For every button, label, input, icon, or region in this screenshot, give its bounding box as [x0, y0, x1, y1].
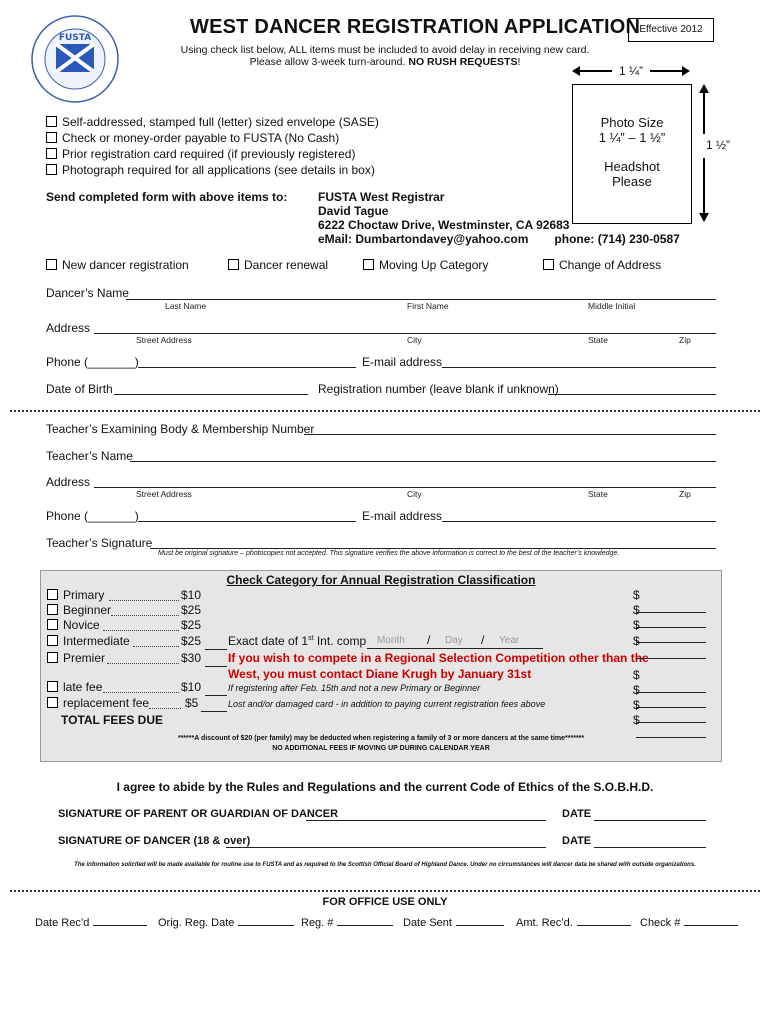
parent-date-field[interactable] — [594, 820, 706, 821]
dollar-sign: $ — [633, 634, 640, 648]
fees-heading: Check Category for Annual Registration Classification — [226, 573, 536, 587]
registrar-address — [318, 190, 680, 246]
office-label: Date Rec’d — [35, 917, 90, 929]
checklist-item[interactable] — [46, 114, 379, 130]
fee-price: $10 — [181, 680, 202, 694]
checklist — [46, 114, 379, 178]
office-label: Date Sent — [403, 917, 452, 929]
month-placeholder: Month — [377, 635, 405, 646]
comp-sup: st — [308, 635, 314, 642]
instructions-end: ! — [517, 56, 521, 68]
registrar-name: David Tague — [318, 204, 389, 218]
checkbox[interactable] — [47, 635, 58, 646]
checklist-item[interactable] — [46, 146, 379, 162]
office-label: Orig. Reg. Date — [158, 917, 235, 929]
dancer-email-label: E-mail address — [362, 355, 443, 369]
street-caption: Street Address — [136, 489, 192, 499]
teacher-address-field[interactable] — [94, 487, 716, 488]
teacher-email-label: E-mail address — [362, 509, 443, 523]
fusta-logo — [30, 14, 120, 104]
leader-dots — [133, 637, 179, 647]
checkbox[interactable] — [46, 164, 57, 175]
teacher-body-label: Teacher’s Examining Body & Membership Number — [46, 422, 315, 436]
rule — [205, 649, 227, 650]
teacher-name-field[interactable] — [130, 461, 716, 462]
teacher-signature-label: Teacher’s Signature — [46, 536, 153, 550]
fee-label: Novice — [63, 618, 100, 632]
leader-dots — [149, 699, 181, 709]
city-caption: City — [407, 335, 422, 345]
office-label: Reg. # — [301, 917, 334, 929]
fee-row-premier[interactable] — [47, 651, 105, 665]
checkbox[interactable] — [47, 589, 58, 600]
office-field-amt-recd[interactable] — [516, 917, 631, 929]
regnum-label: Registration number (leave blank if unknown) — [318, 382, 559, 396]
dancer-phone-field[interactable] — [138, 367, 356, 368]
replacement-note: Lost and/or damaged card - in addition to paying current registration fees above — [228, 699, 546, 709]
office-field-date-recd[interactable] — [35, 917, 147, 929]
checklist-label: Check or money-order payable to FUSTA (No Cash) — [62, 131, 340, 145]
state-caption: State — [588, 335, 608, 345]
dob-label: Date of Birth — [46, 382, 113, 396]
effective-badge: Effective 2012 — [628, 18, 714, 42]
rule — [205, 695, 227, 696]
office-field-orig-reg[interactable] — [158, 917, 294, 929]
registrar-org: FUSTA West Registrar — [318, 190, 445, 204]
leader-dots — [103, 683, 179, 693]
type-moving-up[interactable] — [363, 258, 488, 272]
photo-width-indicator — [572, 64, 690, 78]
office-label: Check # — [640, 917, 681, 929]
checklist-label: Self-addressed, stamped full (letter) sized envelope (SASE) — [62, 115, 379, 129]
parent-date-label: DATE — [562, 808, 592, 820]
type-label: New dancer registration — [62, 258, 189, 272]
fee-row-novice[interactable] — [47, 618, 100, 632]
teacher-body-field[interactable] — [304, 434, 716, 435]
type-label: Change of Address — [559, 258, 662, 272]
dancer-phone-label: Phone (_______) — [46, 355, 139, 369]
registrar-phone: phone: (714) 230-0587 — [554, 232, 680, 246]
day-placeholder: Day — [445, 635, 463, 646]
instructions-line2 — [150, 56, 620, 68]
type-label: Dancer renewal — [244, 258, 329, 272]
teacher-signature-field[interactable] — [150, 548, 716, 549]
photo-size-line1: Photo Size — [600, 115, 664, 130]
leader-dots — [107, 654, 179, 664]
comp-label: Exact date of 1 — [228, 634, 309, 648]
fee-label: Primary — [63, 588, 105, 602]
registrar-street: 6222 Choctaw Drive, Westminster, CA 92683 — [318, 218, 570, 232]
instructions-turnaround: Please allow 3-week turn-around. — [249, 56, 409, 68]
fee-price: $10 — [181, 588, 202, 602]
send-label: Send completed form with above items to: — [46, 190, 288, 204]
office-use-heading: FOR OFFICE USE ONLY — [322, 896, 448, 908]
dancer-email-field[interactable] — [442, 367, 716, 368]
dancer-name-label: Dancer’s Name — [46, 286, 129, 300]
street-caption: Street Address — [136, 335, 192, 345]
dancer-address-label: Address — [46, 321, 91, 335]
dollar-sign: $ — [633, 603, 640, 617]
amount-field[interactable] — [633, 634, 706, 662]
checkbox[interactable] — [47, 652, 58, 663]
fee-label: Beginner — [63, 603, 112, 617]
fee-price: $5 — [185, 696, 199, 710]
checkbox[interactable] — [47, 697, 58, 708]
photo-height-indicator — [694, 84, 730, 222]
fee-price: $25 — [181, 634, 202, 648]
office-field-date-sent[interactable] — [403, 917, 504, 929]
first-name-caption: First Name — [407, 301, 449, 311]
headshot-line1: Headshot — [604, 159, 660, 174]
parent-signature-field[interactable] — [306, 820, 546, 821]
dollar-sign: $ — [633, 698, 640, 712]
no-rush-text: NO RUSH REQUESTS — [408, 56, 518, 68]
checkbox[interactable] — [543, 259, 554, 270]
checklist-item[interactable] — [46, 130, 379, 146]
checklist-label: Prior registration card required (if previously registered) — [62, 147, 356, 161]
fee-row-late[interactable] — [47, 680, 102, 694]
checklist-label: Photograph required for all applications (see details in box) — [62, 163, 375, 177]
rule — [201, 711, 227, 712]
photo-size-line2: 1 ¼” – 1 ½” — [598, 130, 666, 145]
zip-caption: Zip — [679, 335, 691, 345]
signature-note: Must be original signature – photocopies not accepted. This signature verifies the above information is correct to the best of the teacher’s knowledge. — [158, 550, 620, 557]
fee-row-primary[interactable] — [47, 588, 104, 602]
comp-rest: Int. comp — [313, 634, 367, 648]
section-divider — [10, 890, 760, 892]
dancer-date-field[interactable] — [594, 847, 706, 848]
no-fees-note: NO ADDITIONAL FEES IF MOVING UP DURING CALENDAR YEAR — [272, 745, 490, 752]
dollar-sign: $ — [633, 588, 640, 602]
state-caption: State — [588, 489, 608, 499]
leader-dots — [111, 606, 179, 616]
dollar-sign: $ — [633, 668, 640, 682]
registrar-email: eMail: Dumbartondavey@yahoo.com — [318, 232, 529, 246]
checkbox[interactable] — [46, 132, 57, 143]
fee-row-replacement[interactable] — [47, 696, 149, 710]
regional-notice-line1: If you wish to compete in a Regional Selection Competition other than the — [228, 651, 649, 665]
checkbox[interactable] — [47, 619, 58, 630]
year-placeholder: Year — [499, 635, 520, 646]
fee-label: replacement fee — [63, 696, 150, 710]
dancer-address-field[interactable] — [94, 333, 716, 334]
office-field-reg-num[interactable] — [301, 917, 393, 929]
discount-note: ******A discount of $20 (per family) may be deducted when registering a family of 3 or more dancers at the same time******* — [177, 735, 585, 742]
last-name-caption: Last Name — [165, 301, 207, 311]
total-fees-label: TOTAL FEES DUE — [61, 713, 164, 727]
fee-label: Intermediate — [63, 634, 130, 648]
checkbox[interactable] — [47, 681, 58, 692]
section-divider — [10, 410, 760, 412]
fee-row-beginner[interactable] — [47, 603, 111, 617]
dancer-name-field[interactable] — [126, 299, 716, 300]
fee-price: $30 — [181, 651, 202, 665]
type-renewal[interactable] — [228, 258, 328, 272]
instructions-line1: Using check list below, ALL items must be included to avoid delay in receiving new card. — [180, 44, 590, 56]
comp-date-field[interactable]: Month / Day / Year — [367, 634, 543, 648]
type-new[interactable] — [46, 258, 189, 272]
late-fee-note: If registering after Feb. 15th and not a new Primary or Beginner — [228, 683, 481, 693]
teacher-address-label: Address — [46, 475, 91, 489]
type-label: Moving Up Category — [379, 258, 489, 272]
dob-field[interactable] — [114, 394, 308, 395]
dollar-sign: $ — [633, 683, 640, 697]
checkbox[interactable] — [46, 148, 57, 159]
checkbox[interactable] — [47, 604, 58, 615]
middle-initial-caption: Middle Initial — [588, 301, 636, 311]
fee-price: $25 — [181, 618, 202, 632]
leader-dots — [103, 621, 179, 631]
checkbox[interactable] — [46, 116, 57, 127]
leader-dots — [109, 591, 179, 601]
privacy-notice: The information solicited will be made available for routine use to FUSTA and as required to the Scottish Official Board of Highland Dance. Under no circumstances will dancer data be shared with outside organizations. — [74, 862, 696, 868]
teacher-phone-field[interactable] — [138, 521, 356, 522]
fees-section — [40, 570, 722, 762]
parent-signature-label: SIGNATURE OF PARENT OR GUARDIAN OF DANCER — [58, 808, 339, 820]
dancer-date-label: DATE — [562, 835, 592, 847]
checkbox[interactable] — [46, 259, 57, 270]
teacher-phone-label: Phone (_______) — [46, 509, 139, 523]
photo-height-label: 1 ½” — [705, 138, 730, 152]
agreement-statement: I agree to abide by the Rules and Regulations and the current Code of Ethics of the S.O.B.H.D. — [116, 780, 654, 794]
height-arrow-icon — [697, 84, 711, 222]
city-caption: City — [407, 489, 422, 499]
dancer-signature-label: SIGNATURE OF DANCER (18 & over) — [58, 835, 251, 847]
type-change-address[interactable] — [543, 258, 661, 272]
form-title: WEST DANCER REGISTRATION APPLICATION — [190, 16, 641, 38]
regnum-field[interactable] — [548, 394, 716, 395]
fee-label: Premier — [63, 651, 106, 665]
photo-width-label: 1 ¼” — [618, 64, 643, 78]
office-label: Amt. Rec’d. — [516, 917, 573, 929]
logo-text: FUSTA — [58, 33, 92, 43]
teacher-name-label: Teacher’s Name — [46, 449, 133, 463]
fee-label: late fee — [63, 680, 103, 694]
office-field-check-num[interactable] — [640, 917, 738, 929]
fee-row-intermediate[interactable] — [47, 634, 130, 648]
checklist-item[interactable] — [46, 162, 379, 178]
checkbox[interactable] — [228, 259, 239, 270]
zip-caption: Zip — [679, 489, 691, 499]
teacher-email-field[interactable] — [442, 521, 716, 522]
comp-date-label — [228, 634, 366, 648]
dancer-signature-field[interactable] — [226, 847, 546, 848]
rule — [205, 666, 227, 667]
dollar-sign: $ — [633, 618, 640, 632]
dollar-sign: $ — [633, 713, 640, 727]
headshot-line2: Please — [612, 174, 652, 189]
regional-notice-line2: West, you must contact Diane Krugh by January 31st — [228, 667, 532, 681]
fee-price: $25 — [181, 603, 202, 617]
checkbox[interactable] — [363, 259, 374, 270]
